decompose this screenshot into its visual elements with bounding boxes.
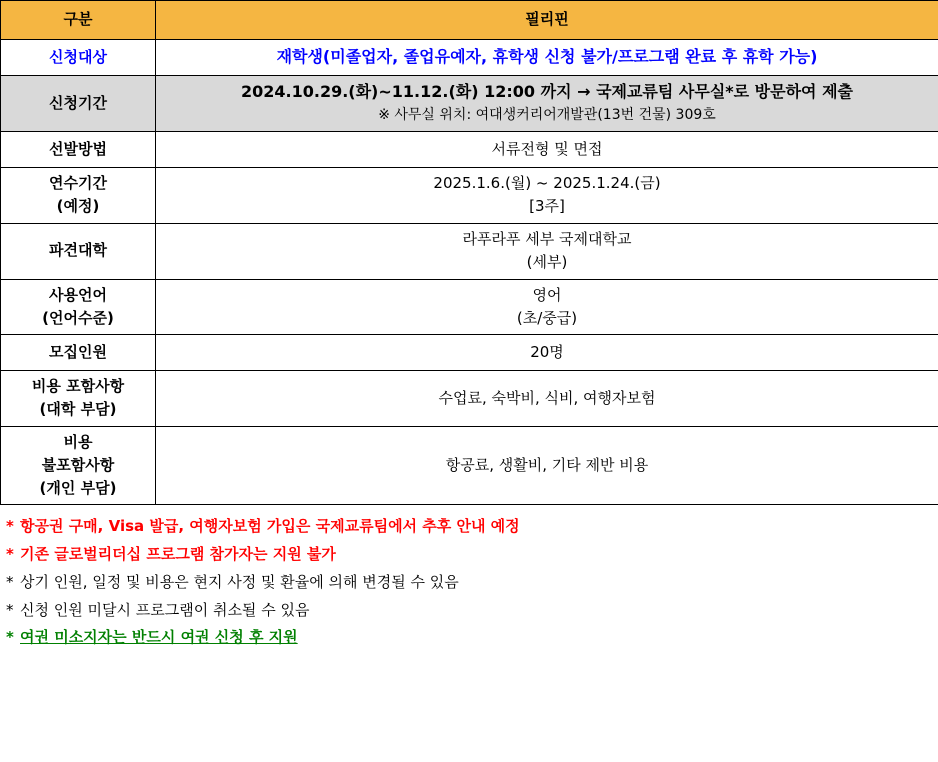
table-row [1, 335, 938, 371]
note-marker: * [6, 572, 14, 591]
table-row [1, 223, 938, 279]
table-row [1, 132, 938, 168]
table-row [1, 76, 938, 132]
row-label-application-period: 신청기간 [1, 76, 156, 132]
row-value-included-costs: 수업료, 숙박비, 식비, 여행자보험 [156, 371, 938, 427]
row-label-applicants: 신청대상 [1, 40, 156, 76]
row-value-language-main: 영어 [532, 285, 562, 304]
row-value-selection-method: 서류전형 및 면접 [156, 132, 938, 168]
row-label-included-costs-line2: (대학 부담) [39, 400, 117, 419]
row-value-language [156, 279, 938, 335]
note-item [6, 541, 934, 569]
row-value-application-period [156, 76, 938, 132]
note-text: 기존 글로벌리더십 프로그램 참가자는 지원 불가 [20, 545, 336, 563]
notes-list [0, 505, 938, 658]
row-value-applicants-text: 재학생(미졸업자, 졸업유예자, 휴학생 신청 불가/프로그램 완료 후 휴학 가능) [276, 47, 818, 67]
row-label-excluded-costs-line2: 불포함사항 [41, 455, 115, 474]
row-label-host-university: 파견대학 [1, 223, 156, 279]
note-item [6, 569, 934, 597]
row-value-language-sub: (초/중급) [516, 308, 578, 327]
row-label-language-line2: (언어수준) [42, 308, 114, 327]
header-cell-country: 필리핀 [156, 1, 938, 40]
row-value-host-university [156, 223, 938, 279]
row-value-applicants [156, 40, 938, 76]
row-label-quota: 모집인원 [1, 335, 156, 371]
table-row [1, 279, 938, 335]
note-marker: * [6, 545, 14, 563]
row-value-host-university-main: 라푸라푸 세부 국제대학교 [462, 229, 632, 248]
row-label-training-period-line1: 연수기간 [49, 174, 107, 192]
row-label-excluded-costs-line3: (개인 부담) [39, 479, 117, 497]
table-row [1, 40, 938, 76]
row-label-included-costs-line1: 비용 포함사항 [31, 377, 125, 395]
row-label-language-line1: 사용언어 [49, 285, 107, 304]
note-text: 상기 인원, 일정 및 비용은 현지 사정 및 환율에 의해 변경될 수 있음 [20, 572, 459, 591]
table-header-row [1, 1, 938, 40]
note-text: 항공권 구매, Visa 발급, 여행자보험 가입은 국제교류팀에서 추후 안내 예정 [20, 517, 520, 536]
note-marker: * [6, 517, 14, 536]
row-value-training-period-sub: [3주] [529, 197, 565, 216]
row-label-excluded-costs [1, 426, 156, 505]
row-value-quota: 20명 [156, 335, 938, 371]
table-row [1, 426, 938, 505]
table-row [1, 168, 938, 224]
row-label-included-costs [1, 371, 156, 427]
note-item [6, 513, 934, 541]
note-marker: * [6, 600, 14, 619]
note-item [6, 597, 934, 625]
row-value-application-period-main: 2024.10.29.(화)~11.12.(화) 12:00 까지 → 국제교류팀 사무실*로 방문하여 제출 [240, 82, 853, 102]
row-value-excluded-costs: 항공료, 생활비, 기타 제반 비용 [156, 426, 938, 505]
note-marker: * [6, 628, 14, 647]
row-label-training-period-line2: (예정) [56, 197, 100, 216]
row-value-application-period-sub: ※ 사무실 위치: 여대생커리어개발관(13번 건물) 309호 [378, 107, 716, 124]
row-value-host-university-sub: (세부) [526, 253, 568, 271]
table-row [1, 371, 938, 427]
row-label-selection-method: 선발방법 [1, 132, 156, 168]
row-value-training-period-main: 2025.1.6.(월) ~ 2025.1.24.(금) [433, 174, 661, 192]
row-label-excluded-costs-line1: 비용 [63, 432, 93, 451]
note-text: 신청 인원 미달시 프로그램이 취소될 수 있음 [20, 600, 310, 619]
row-label-language [1, 279, 156, 335]
note-item [6, 624, 934, 652]
header-cell-category: 구분 [1, 1, 156, 40]
note-text: 여권 미소지자는 반드시 여권 신청 후 지원 [20, 628, 298, 647]
row-label-training-period [1, 168, 156, 224]
row-value-training-period [156, 168, 938, 224]
